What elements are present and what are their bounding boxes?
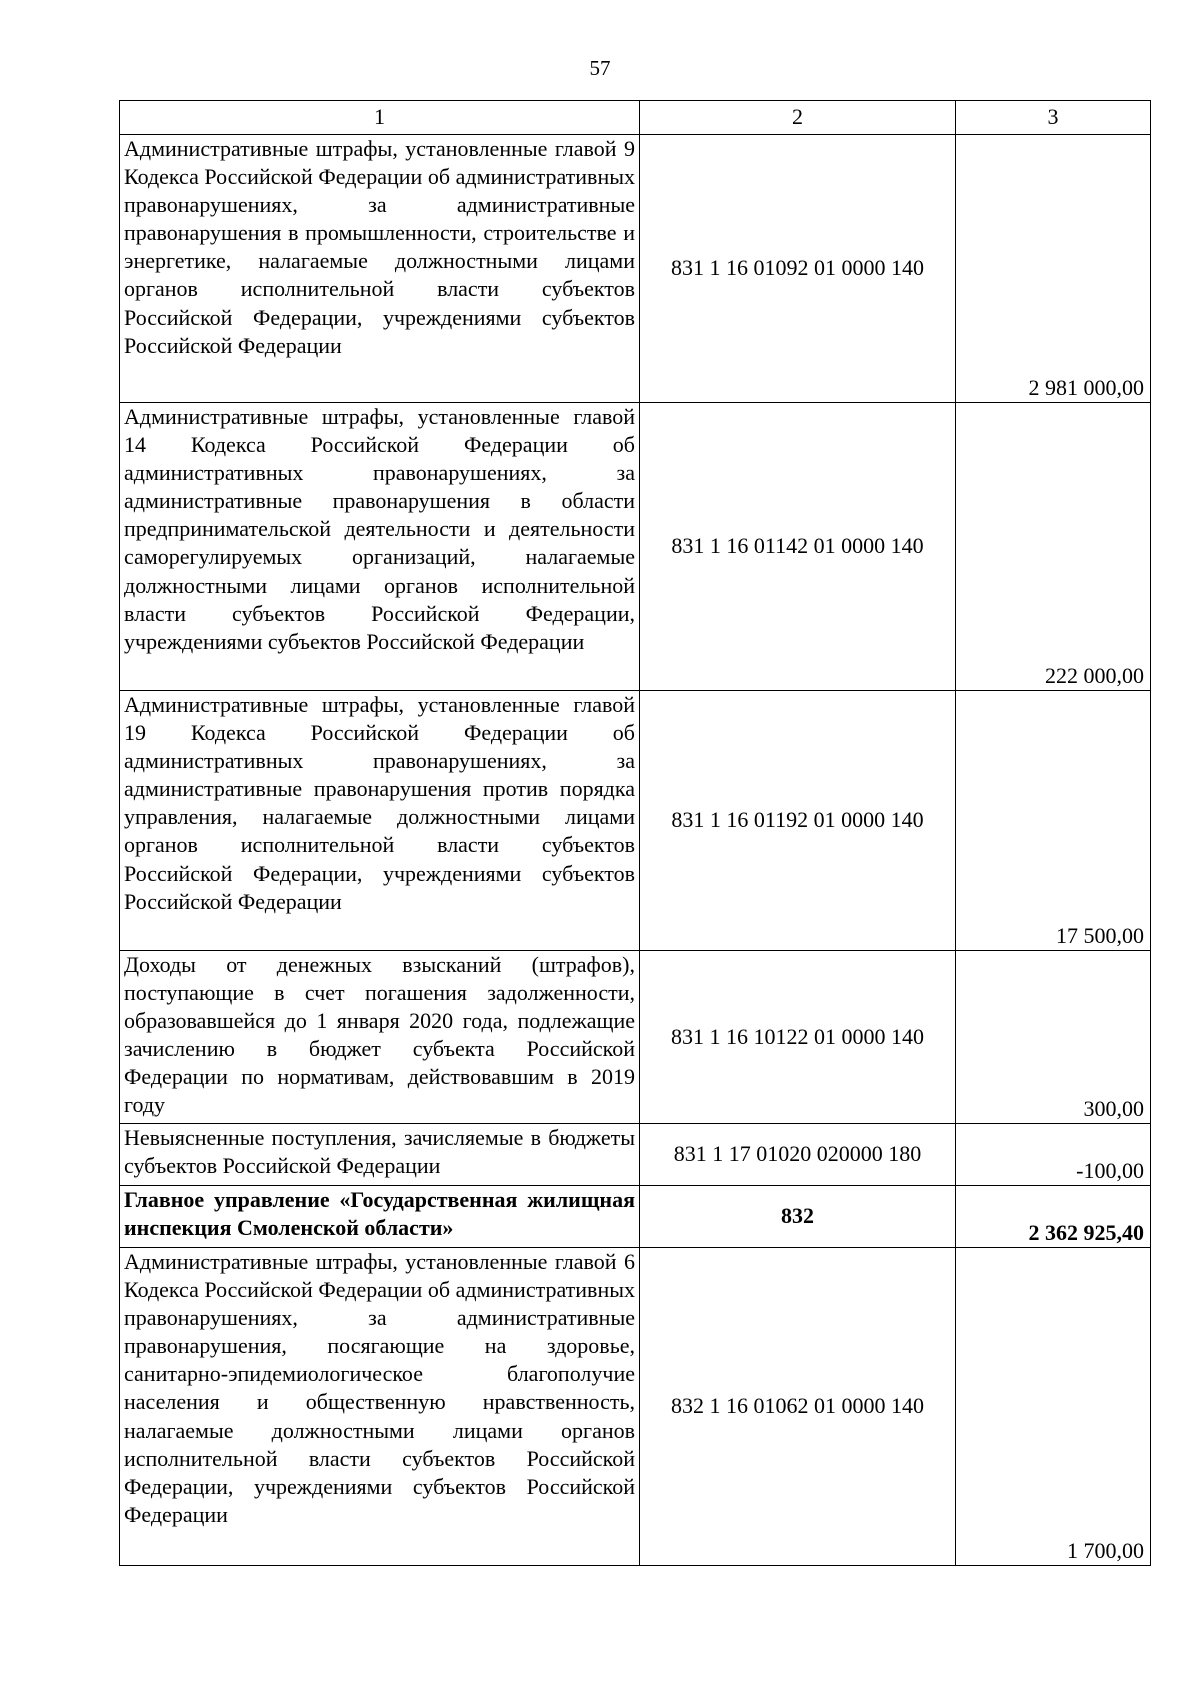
table-row [120,403,1151,691]
table-header-row [120,101,1151,135]
row-description: Невыясненные поступления, зачисляемые в бюджеты субъектов Российской Федерации [120,1124,640,1186]
row-code: 832 [640,1186,956,1248]
row-description: Административные штрафы, установленные главой 14 Кодекса Российской Федерации об административных правонарушениях, за административные правонарушения в области предпринимательской деятельности и деятельности саморегулируемых организаций, налагаемые должностными лицами органов исполнительной власти субъектов Российской Федерации, учреждениями субъектов Российской Федерации [120,403,640,691]
table-row-section-header [120,1186,1151,1248]
table-row [120,1248,1151,1566]
row-amount: 1 700,00 [956,1248,1151,1566]
row-code: 832 1 16 01062 01 0000 140 [640,1248,956,1566]
table-row [120,691,1151,951]
table-row [120,135,1151,403]
page-number: 57 [589,56,611,80]
row-code: 831 1 16 01192 01 0000 140 [640,691,956,951]
row-amount: -100,00 [956,1124,1151,1186]
row-description: Административные штрафы, установленные главой 9 Кодекса Российской Федерации об административных правонарушениях, за административные правонарушения в промышленности, строительстве и энергетике, налагаемые должностными лицами органов исполнительной власти субъектов Российской Федерации, учреждениями субъектов Российской Федерации [120,135,640,403]
column-header-2: 2 [640,101,956,135]
row-description: Доходы от денежных взысканий (штрафов), поступающие в счет погашения задолженности, образовавшейся до 1 января 2020 года, подлежащие зачислению в бюджет субъекта Российской Федерации по нормативам, действовавшим в 2019 году [120,951,640,1124]
column-header-1: 1 [120,101,640,135]
row-amount: 2 981 000,00 [956,135,1151,403]
row-amount: 17 500,00 [956,691,1151,951]
revenue-table [119,100,1151,1566]
row-amount: 2 362 925,40 [956,1186,1151,1248]
row-description: Административные штрафы, установленные главой 19 Кодекса Российской Федерации об административных правонарушениях, за административные правонарушения против порядка управления, налагаемые должностными лицами органов исполнительной власти субъектов Российской Федерации, учреждениями субъектов Российской Федерации [120,691,640,951]
row-code: 831 1 16 10122 01 0000 140 [640,951,956,1124]
column-header-3: 3 [956,101,1151,135]
table-row [120,951,1151,1124]
row-code: 831 1 16 01092 01 0000 140 [640,135,956,403]
row-description: Административные штрафы, установленные главой 6 Кодекса Российской Федерации об административных правонарушениях, за административные правонарушения, посягающие на здоровье, санитарно-эпидемиологическое благополучие населения и общественную нравственность, налагаемые должностными лицами органов исполнительной власти субъектов Российской Федерации, учреждениями субъектов Российской Федерации [120,1248,640,1566]
row-code: 831 1 16 01142 01 0000 140 [640,403,956,691]
row-code: 831 1 17 01020 020000 180 [640,1124,956,1186]
row-amount: 300,00 [956,951,1151,1124]
table-row [120,1124,1151,1186]
row-description: Главное управление «Государственная жилищная инспекция Смоленской области» [120,1186,640,1248]
row-amount: 222 000,00 [956,403,1151,691]
